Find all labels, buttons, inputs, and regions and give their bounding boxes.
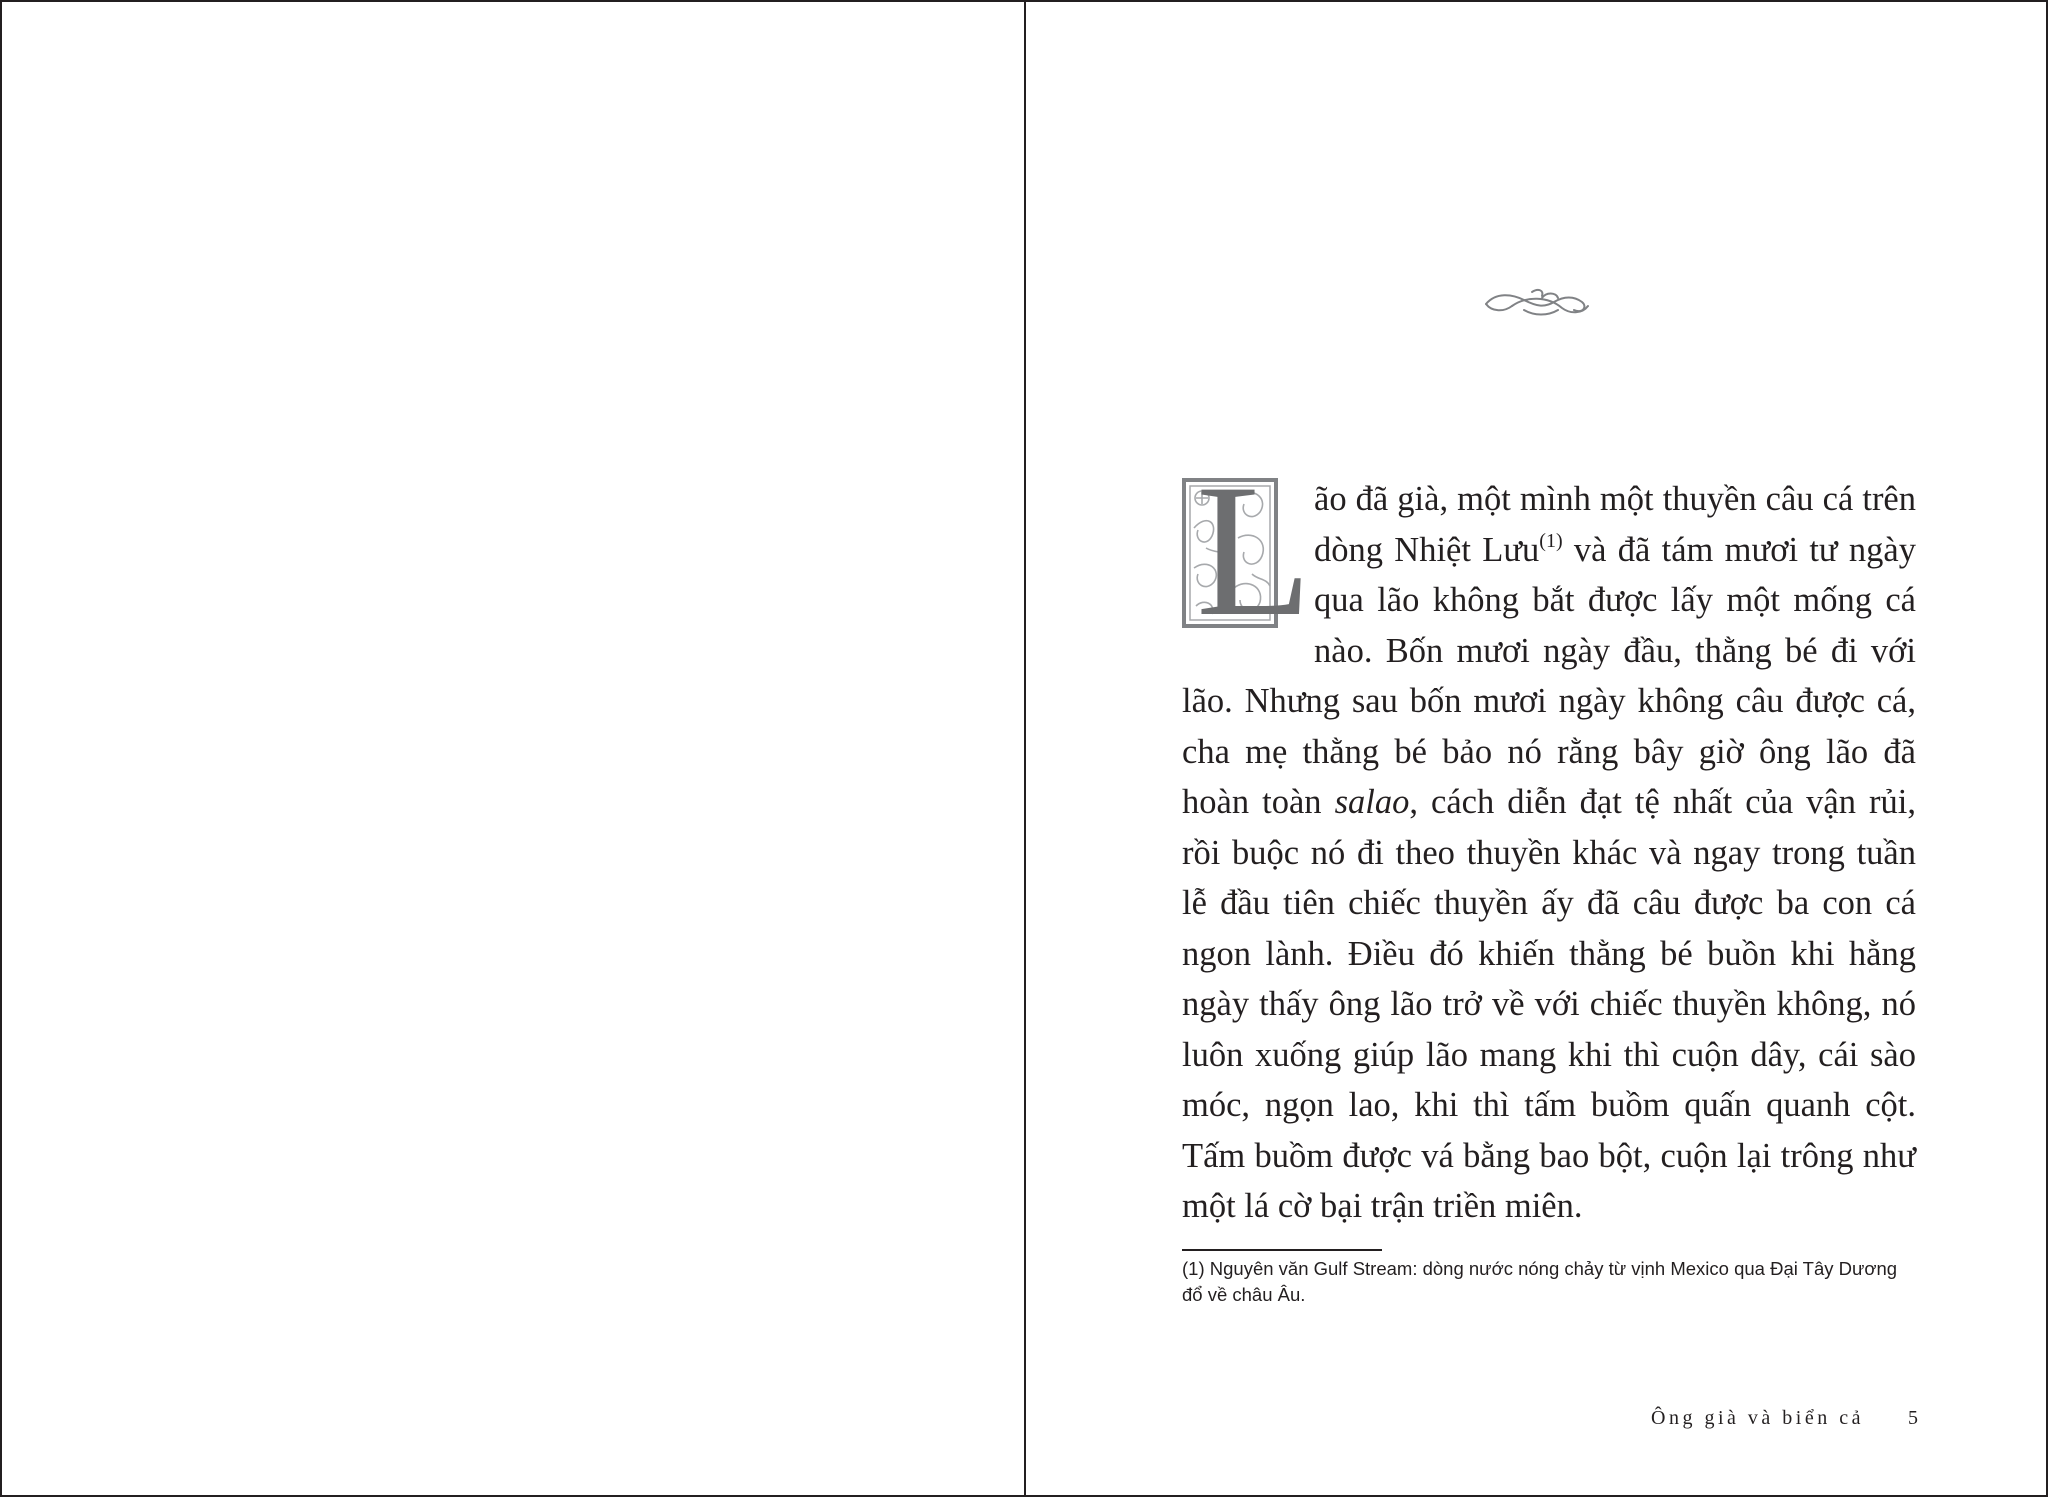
italic-word-salao: salao: [1334, 783, 1410, 821]
body-paragraph: [1182, 446, 1916, 1232]
paragraph-text-2: và đã tám mươi tư ngày qua lão không bắt được lấy một mống cá nào. Bốn mươi ngày đầu, thằng bé đi với lão. Nhưng sau bốn mươi ngày không câu được cá, cha mẹ thằng bé bảo nó rằng bây giờ ông lão đã hoàn toàn: [1182, 530, 1916, 821]
footnote-divider: [1182, 1249, 1382, 1251]
drop-cap-letter: L: [1196, 446, 1313, 656]
running-book-title: Ông già và biển cả: [1651, 1407, 1864, 1429]
drop-cap: [1182, 446, 1313, 656]
right-page: [1026, 2, 2048, 1495]
footnote-text: (1) Nguyên văn Gulf Stream: dòng nước nóng chảy từ vịnh Mexico qua Đại Tây Dương đổ về châu Âu.: [1182, 1258, 1898, 1305]
footnote-reference[interactable]: (1): [1539, 529, 1563, 552]
running-footer: [1526, 1407, 1918, 1430]
paragraph-text-1: ão đã già, một mình một thuyền câu cá trên dòng Nhiệt Lưu: [1314, 480, 1916, 569]
paragraph-text-3: , cách diễn đạt tệ nhất của vận rủi, rồi buộc nó đi theo thuyền khác và ngay trong tuần lễ đầu tiên chiếc thuyền ấy đã câu được ba con cá ngon lành. Điều đó khiến thằng bé buồn khi hằng ngày thấy ông lão trở về với chiếc thuyền không, nó luôn xuống giúp lão mang khi thì cuộn dây, cái sào móc, ngọn lao, khi thì tấm buồm quấn quanh cột. Tấm buồm được vá bằng bao bột, cuộn lại trông như một lá cờ bại trận triền miên.: [1182, 783, 1916, 1225]
page-number: 5: [1908, 1407, 1918, 1429]
left-page-blank: [2, 2, 1024, 1495]
flourish-ornament-icon: [1482, 282, 1592, 322]
